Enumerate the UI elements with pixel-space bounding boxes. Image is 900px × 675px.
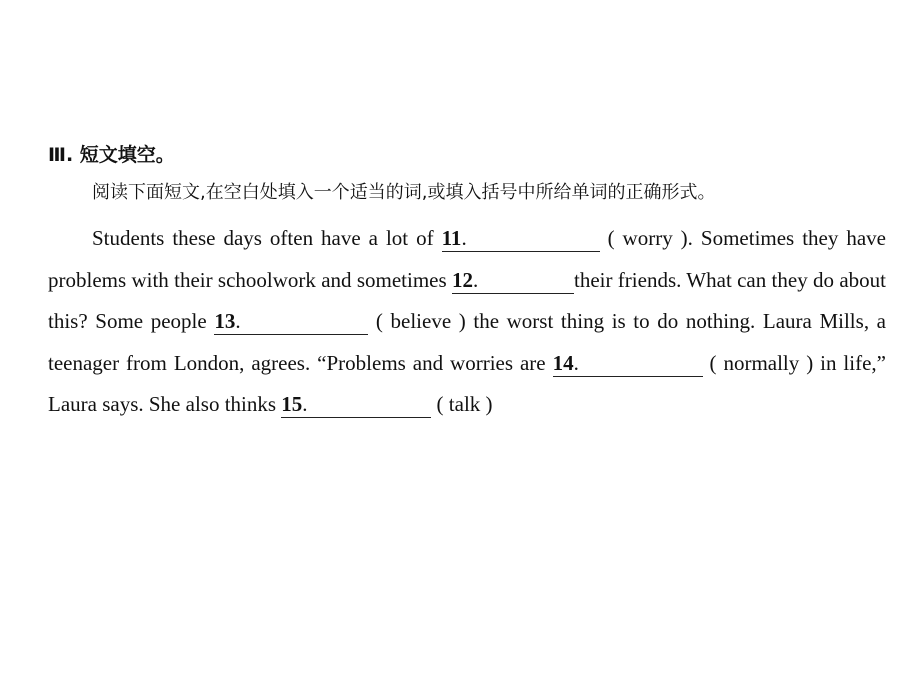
passage-text: ( believe ) the worst thing is to do nothing. Laura Mills, a teenager from London, agrees. “Problems and worries are — [48, 309, 886, 375]
blank-12[interactable]: 12. — [452, 267, 574, 294]
blank-number: 15 — [281, 392, 303, 416]
section-heading: Ⅲ. 短文填空。 — [48, 144, 175, 166]
passage — [48, 218, 886, 426]
passage-text: their friends. What can they do about this? Some people — [48, 267, 886, 333]
blank-11[interactable]: 11. — [442, 225, 600, 252]
instruction-text: 阅读下面短文,在空白处填入一个适当的词,或填入括号中所给单词的正确形式。 — [92, 182, 716, 203]
passage-text: ( normally ) in life,” Laura says. She also thinks — [48, 350, 886, 416]
passage-text: ( talk ) — [431, 392, 493, 416]
blank-number: 11 — [441, 226, 462, 250]
blank-13[interactable]: 13. — [214, 308, 368, 335]
passage-text: Students these days often have a lot of — [92, 226, 442, 250]
blank-number: 14 — [552, 350, 574, 375]
blank-14[interactable]: 14. — [553, 350, 703, 377]
blank-15[interactable]: 15. — [281, 391, 431, 418]
passage-text: ( worry ). Sometimes they have problems with their schoolwork and sometimes — [48, 226, 886, 292]
blank-number: 12 — [452, 267, 473, 292]
blank-number: 13 — [214, 309, 236, 333]
